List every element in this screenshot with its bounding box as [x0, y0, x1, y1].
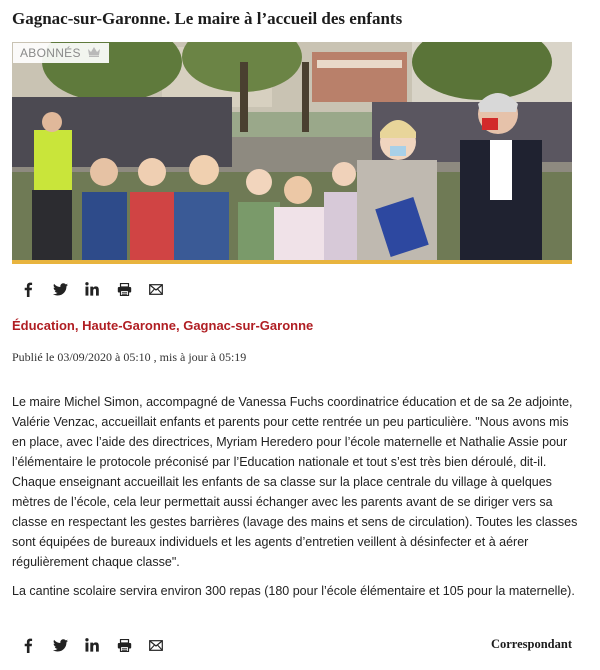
- category-link-haute-garonne[interactable]: Haute-Garonne: [82, 318, 176, 333]
- crown-icon: [87, 43, 101, 63]
- photo-accent-rule: [12, 260, 572, 264]
- category-link-gagnac[interactable]: Gagnac-sur-Garonne: [183, 318, 314, 333]
- facebook-icon[interactable]: [12, 279, 44, 299]
- category-separator: ,: [175, 318, 184, 333]
- twitter-icon[interactable]: [44, 635, 76, 655]
- article-body: [12, 392, 582, 610]
- article-photo[interactable]: [12, 42, 572, 260]
- twitter-icon[interactable]: [44, 279, 76, 299]
- mail-icon[interactable]: [140, 635, 172, 655]
- linkedin-icon[interactable]: [76, 635, 108, 655]
- article-paragraph: Le maire Michel Simon, accompagné de Vanessa Fuchs coordinatrice éducation et de sa 2e adjointe, Valérie Venzac, accueillait enfants et parents pour cette rentrée un peu particulière. "Nous avons mis en place, avec l’aide des directrices, Myriam Heredero pour l’école maternelle et Nathalie Assie pour l’élémentaire le protocole préconisé par l’Education nationale et tout s’est très bien déroulé, dit-il. Chaque enseignant accueillait les enfants de sa classe sur la place centrale du village à quelques mètres de l’école, cela leur permettait aussi échanger avec les parents avant de se diriger vers sa classe en respectant les gestes barrières (lavage des mains et sens de circulation). Toutes les classes sont équipées de bureaux individuels et les agents d’entretien veillent à désinfecter et à aérer régulièrement chaque classe".: [12, 395, 578, 569]
- article-paragraph: La cantine scolaire servira environ 300 repas (180 pour l’école élémentaire et 105 pour la maternelle).: [12, 584, 575, 598]
- mail-icon[interactable]: [140, 279, 172, 299]
- article-categories: [12, 318, 313, 333]
- facebook-icon[interactable]: [12, 635, 44, 655]
- print-icon[interactable]: [108, 279, 140, 299]
- category-link-education[interactable]: Éducation: [12, 318, 75, 333]
- article-author: Correspondant: [490, 637, 572, 651]
- photo-illustration: [12, 42, 572, 260]
- share-bar-top: [12, 279, 172, 299]
- publication-date: Publié le 03/09/2020 à 05:10 , mis à jour à 05:19: [12, 350, 247, 364]
- category-separator: ,: [74, 318, 83, 333]
- subscriber-badge: [13, 43, 109, 63]
- badge-label: ABONNÉS: [20, 46, 81, 60]
- print-icon[interactable]: [108, 635, 140, 655]
- share-bar-bottom: [12, 635, 172, 655]
- linkedin-icon[interactable]: [76, 279, 108, 299]
- article-title: Gagnac-sur-Garonne. Le maire à l’accueil des enfants: [12, 9, 403, 28]
